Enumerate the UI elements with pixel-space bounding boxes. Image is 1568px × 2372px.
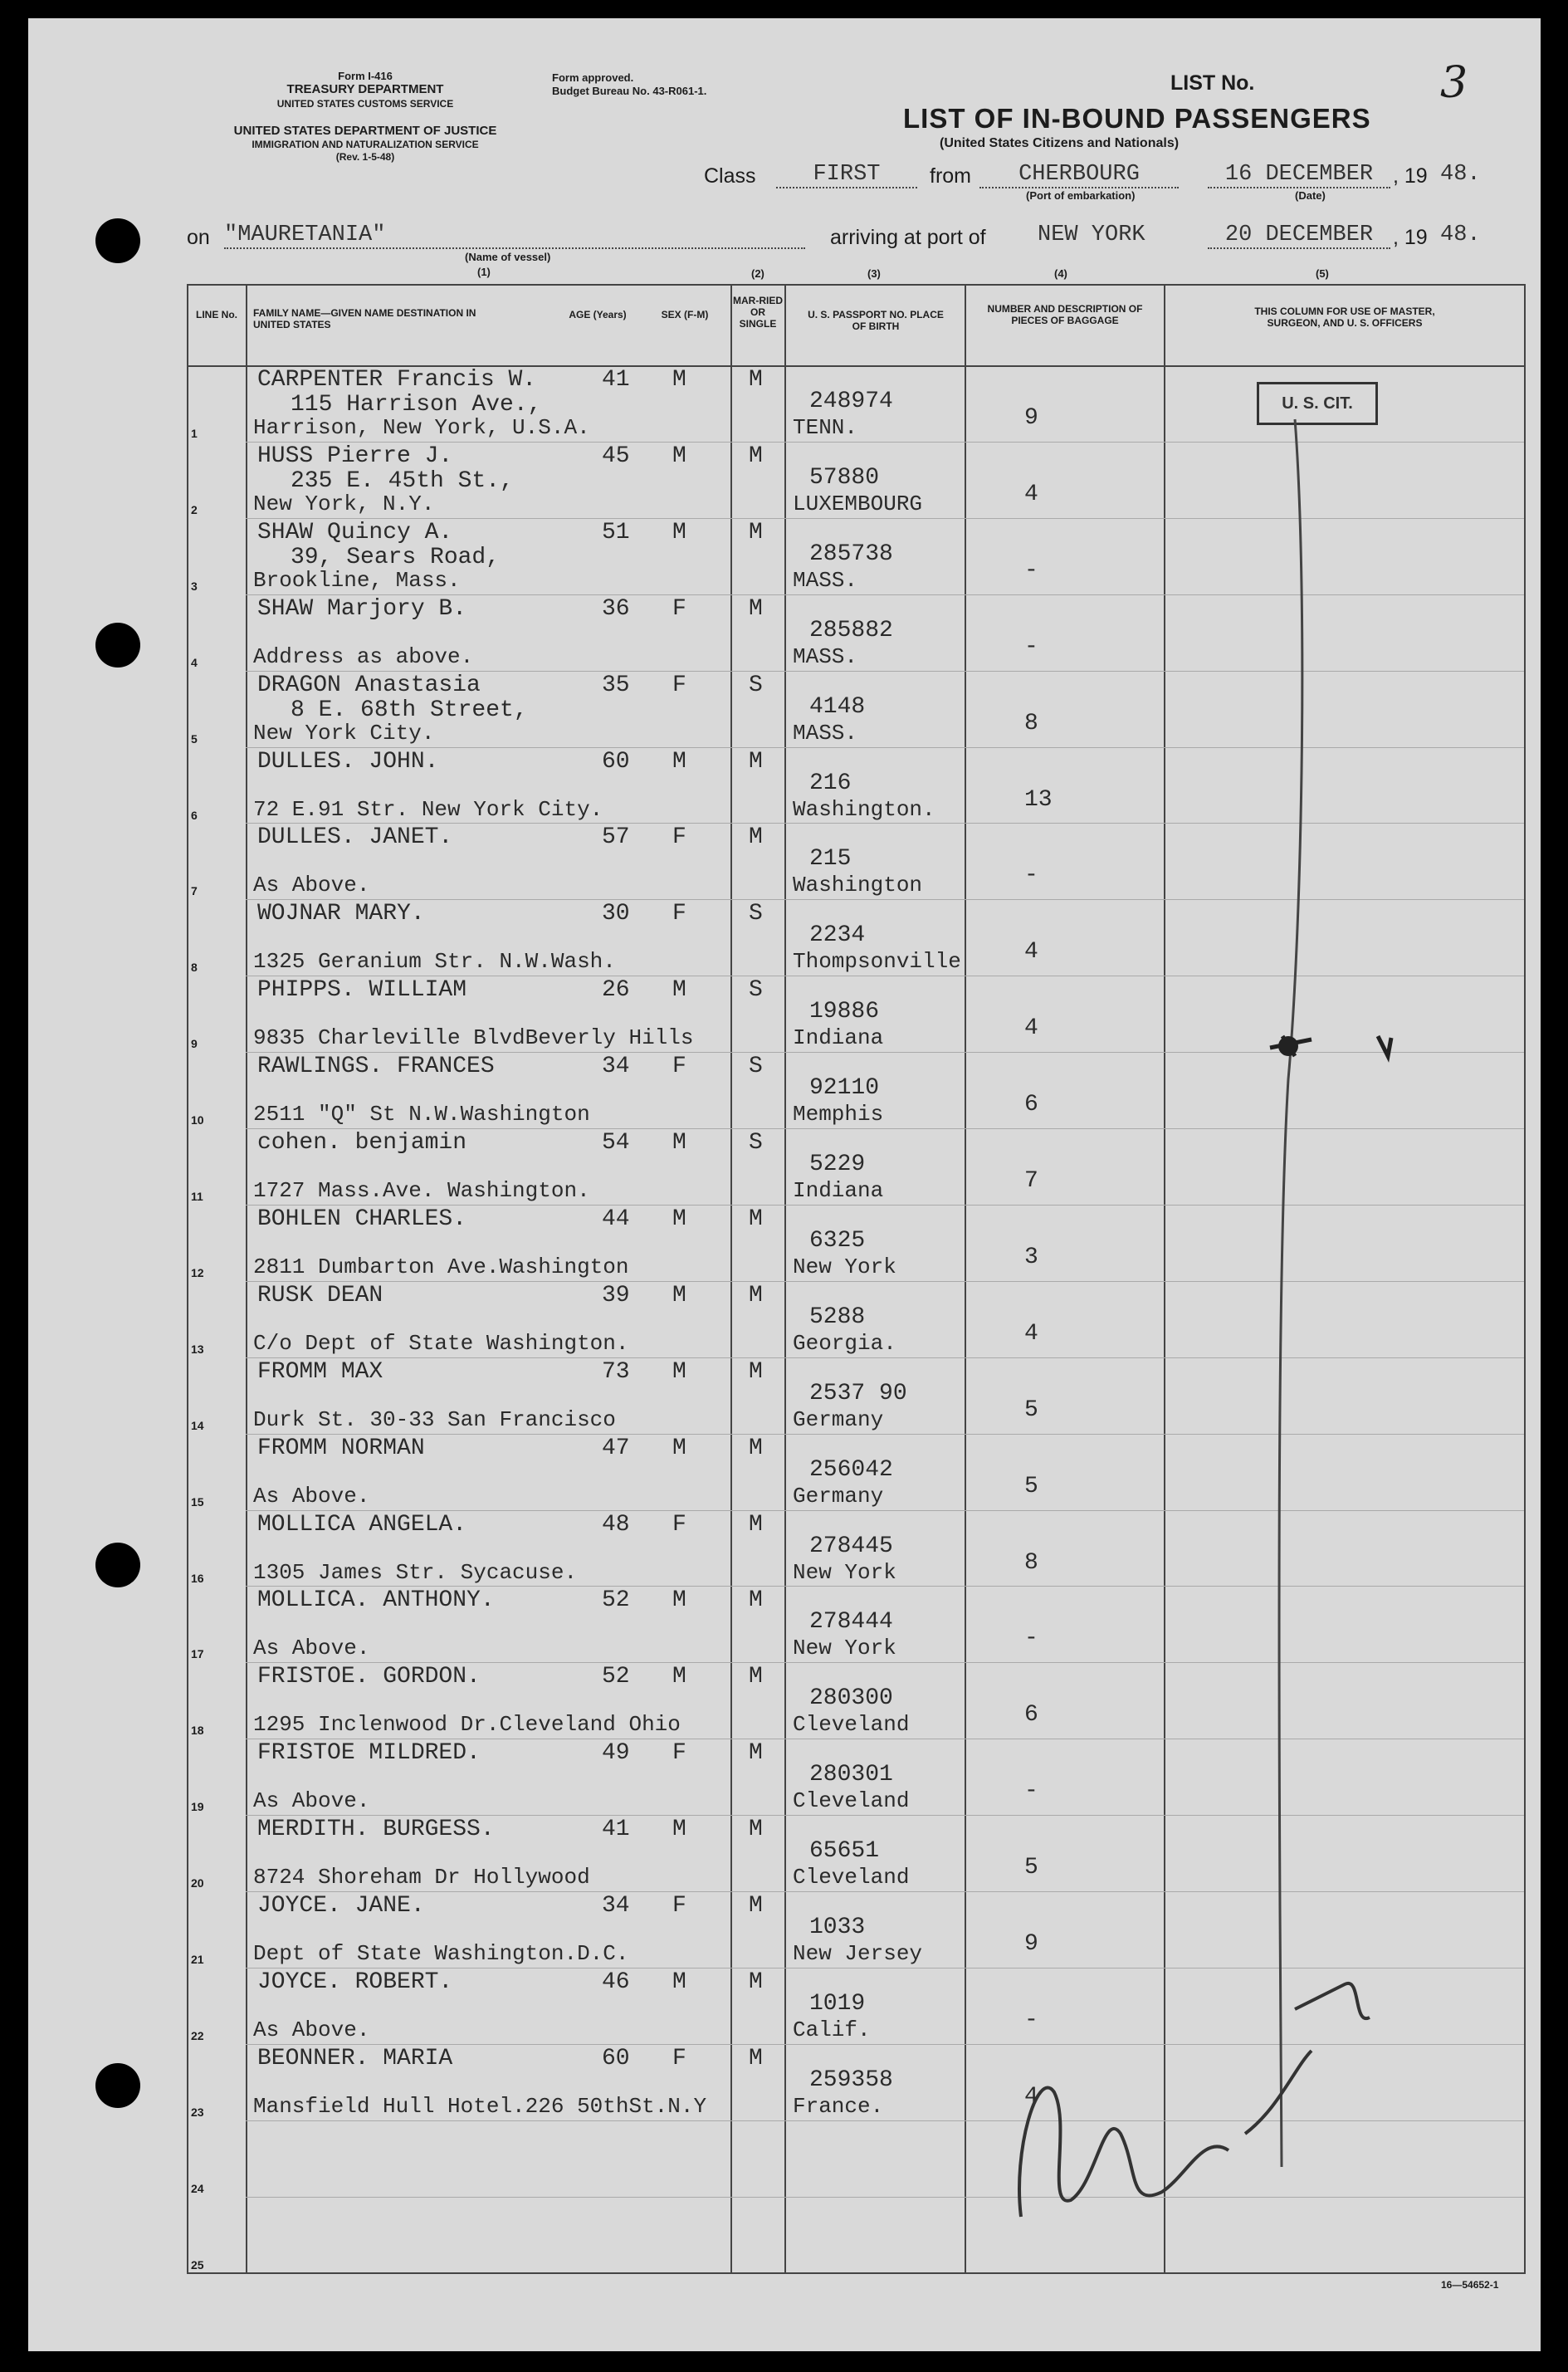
passenger-sex: M [672,1206,686,1232]
baggage-count: 4 [1024,481,1038,507]
form-number: Form I-416 [338,70,393,82]
marital-status: M [749,1282,763,1308]
baggage-count: 4 [1024,939,1038,966]
passenger-sex: F [672,2045,686,2071]
passport-number: 280300 [809,1685,893,1712]
punch-hole [95,623,140,668]
marital-status: M [749,1664,763,1690]
baggage-count: 8 [1024,1549,1038,1576]
baggage-count: 6 [1024,1702,1038,1729]
passenger-sex: M [672,1358,686,1385]
passenger-name: cohen. benjamin [257,1130,467,1156]
row-number: 3 [191,579,198,593]
passenger-name: SHAW Marjory B. [257,595,467,622]
marital-status: M [749,1893,763,1919]
passport-number: 278445 [809,1533,893,1559]
address-line-2: Brookline, Mass. [253,567,461,593]
row-number: 19 [191,1800,204,1814]
customs-label: UNITED STATES CUSTOMS SERVICE [276,98,454,110]
year-prefix-1: , 19 [1393,164,1428,188]
baggage-count: 4 [1024,1320,1038,1347]
row-number: 21 [191,1953,204,1966]
passport-number: 215 [809,846,852,873]
passport-number: 19886 [809,999,880,1025]
passenger-name: BEONNER. MARIA [257,2045,453,2071]
col-num-5: (5) [1316,267,1329,280]
col-header-sex: SEX (F-M) [661,309,709,320]
passenger-sex: M [672,1435,686,1461]
address-line-2: 1325 Geranium Str. N.W.Wash. [253,949,616,975]
passenger-name: SHAW Quincy A. [257,519,453,545]
passenger-name: PHIPPS. WILLIAM [257,977,467,1004]
passenger-age: 73 [602,1358,630,1385]
passport-number: 285882 [809,617,893,643]
passenger-name: FROMM MAX [257,1358,383,1385]
passenger-age: 60 [602,2045,630,2071]
passenger-age: 54 [602,1130,630,1156]
passport-number: 5288 [809,1303,866,1330]
passenger-age: 47 [602,1435,630,1461]
address-line-2: As Above. [253,873,370,898]
marital-status: S [749,901,763,927]
col-header-passport: U. S. PASSPORT NO. PLACE OF BIRTH [808,309,944,332]
address-line-2: New York City. [253,720,435,746]
row-number: 13 [191,1342,204,1356]
marital-status: M [749,519,763,545]
passport-number: 5229 [809,1152,866,1177]
passenger-sex: F [672,595,686,622]
table-bottom-border [187,2272,1524,2274]
place-of-birth: Washington [793,873,923,898]
place-of-birth: New York [793,1254,896,1279]
address-line-2: C/o Dept of State Washington. [253,1330,629,1356]
passenger-sex: M [672,1664,686,1690]
passenger-age: 46 [602,1969,630,1995]
baggage-count: 4 [1024,1015,1038,1042]
passport-number: 278444 [809,1609,893,1636]
passenger-name: MERDITH. BURGESS. [257,1817,495,1843]
passenger-age: 36 [602,595,630,622]
baggage-count: 5 [1024,1855,1038,1881]
baggage-count: 9 [1024,1931,1038,1957]
address-line-1: 39, Sears Road, [291,544,501,570]
row-number: 9 [191,1037,198,1051]
passenger-age: 41 [602,367,630,393]
passenger-age: 41 [602,1817,630,1843]
marital-status: M [749,1740,763,1767]
col-header-officers: THIS COLUMN FOR USE OF MASTER, SURGEON, AND U. S. OFFICERS [1254,306,1435,329]
passenger-age: 57 [602,824,630,851]
place-of-birth: Germany [793,1406,884,1432]
officer-signature [996,1943,1378,2242]
place-of-birth: France. [793,2093,884,2119]
marital-status: M [749,1587,763,1614]
officer-check-line [1229,415,1395,2200]
row-number: 24 [191,2181,204,2195]
place-of-birth: Washington. [793,796,935,822]
row-number: 15 [191,1494,204,1509]
list-no-label: LIST No. [1170,71,1255,95]
baggage-count: - [1024,1626,1038,1652]
rev-label: (Rev. 1-5-48) [335,151,395,163]
passport-number: 92110 [809,1075,880,1102]
passenger-age: 35 [602,672,630,698]
place-of-birth: Indiana [793,1178,884,1203]
marital-status: M [749,748,763,775]
passenger-name: HUSS Pierre J. [257,443,453,469]
baggage-count: 8 [1024,710,1038,736]
passenger-name: FRISTOE. GORDON. [257,1664,481,1690]
baggage-count: - [1024,863,1038,889]
passenger-sex: M [672,1587,686,1614]
vessel-caption: (Name of vessel) [465,251,551,263]
passenger-sex: M [672,977,686,1004]
marital-status: M [749,1511,763,1538]
passenger-age: 34 [602,1054,630,1080]
passport-number: 248974 [809,389,893,414]
marital-status: M [749,2045,763,2071]
place-of-birth: New York [793,1559,896,1585]
passenger-name: MOLLICA ANGELA. [257,1511,467,1538]
col-header-married: MAR-RIED OR SINGLE [733,295,783,330]
place-of-birth: LUXEMBOURG [793,491,923,516]
arriving-label: arriving at port of [830,226,986,249]
embark-year: 48. [1440,162,1481,187]
marital-status: M [749,1435,763,1461]
passenger-name: RUSK DEAN [257,1282,383,1308]
baggage-count: 5 [1024,1396,1038,1423]
row-number: 18 [191,1724,204,1738]
address-line-1: 8 E. 68th Street, [291,697,528,723]
address-line-2: As Above. [253,2017,370,2042]
address-line-2: As Above. [253,1636,370,1661]
passenger-age: 44 [602,1206,630,1232]
vessel-name: "MAURETANIA" [224,223,805,249]
us-citizen-stamp: U. S. CIT. [1257,382,1378,425]
marital-status: M [749,1969,763,1995]
row-number: 12 [191,1265,204,1279]
budget-bureau: Budget Bureau No. 43-R061-1. [552,85,707,97]
place-of-birth: New York [793,1636,896,1661]
punch-hole [95,2063,140,2108]
passport-number: 256042 [809,1456,893,1483]
passenger-sex: M [672,1130,686,1156]
from-label: from [930,164,971,188]
baggage-count: 4 [1024,2083,1038,2110]
vessel-caption-num: (1) [477,266,491,278]
place-of-birth: Calif. [793,2017,871,2042]
col-num-2: (2) [751,267,764,280]
col-divider [730,284,732,2274]
address-line-2: Harrison, New York, U.S.A. [253,415,590,440]
address-line-2: Dept of State Washington.D.C. [253,1941,629,1966]
address-line-2: 1727 Mass.Ave. Washington. [253,1178,590,1203]
passenger-age: 26 [602,977,630,1004]
address-line-2: 1295 Inclenwood Dr.Cleveland Ohio [253,1712,681,1738]
passport-number: 259358 [809,2066,893,2093]
row-number: 14 [191,1418,204,1432]
document-title: LIST OF IN-BOUND PASSENGERS [903,103,1371,134]
passport-number: 2234 [809,922,866,949]
baggage-count: - [1024,2007,1038,2033]
punch-hole [95,218,140,263]
col-header-baggage: NUMBER AND DESCRIPTION OF PIECES OF BAGGAGE [987,303,1143,326]
passenger-name: JOYCE. JANE. [257,1893,425,1919]
passport-number: 65651 [809,1838,880,1865]
col-header-line-no: LINE No. [196,309,237,320]
passenger-age: 45 [602,443,630,469]
address-line-2: As Above. [253,1788,370,1814]
row-number: 5 [191,731,198,746]
list-number: 3 [1440,58,1468,108]
date-caption: (Date) [1295,189,1326,202]
passport-number: 280301 [809,1762,893,1788]
marital-status: M [749,1358,763,1385]
passenger-sex: F [672,824,686,851]
row-number: 8 [191,961,198,975]
marital-status: M [749,1817,763,1843]
form-approved: Form approved. [552,71,634,84]
passenger-age: 34 [602,1893,630,1919]
passport-number: 4148 [809,693,866,720]
place-of-birth: TENN. [793,415,858,440]
place-of-birth: Georgia. [793,1330,896,1356]
col-header-age: AGE (Years) [569,309,627,320]
row-number: 11 [191,1190,203,1203]
baggage-count: 5 [1024,1473,1038,1499]
row-number: 23 [191,2105,204,2119]
address-line-2: Mansfield Hull Hotel.226 50thSt.N.Y [253,2093,707,2119]
on-label: on [187,226,210,249]
marital-status: M [749,367,763,393]
passenger-name: DULLES. JOHN. [257,748,439,775]
col-divider [965,284,966,2274]
place-of-birth: New Jersey [793,1941,923,1966]
document-subtitle: (United States Citizens and Nationals) [940,136,1180,150]
place-of-birth: Thompsonville [793,949,961,975]
year-prefix-2: , 19 [1393,226,1428,249]
embark-port: CHERBOURG [979,162,1179,188]
arrival-date: 20 DECEMBER [1208,223,1390,249]
passenger-name: CARPENTER Francis W. [257,367,537,393]
passenger-name: FRISTOE MILDRED. [257,1740,481,1767]
marital-status: S [749,672,763,698]
passenger-sex: M [672,519,686,545]
passenger-name: WOJNAR MARY. [257,901,425,927]
row-number: 25 [191,2257,204,2272]
row-number: 17 [191,1647,204,1661]
place-of-birth: Cleveland [793,1865,910,1890]
passenger-name: JOYCE. ROBERT. [257,1969,453,1995]
passenger-name: MOLLICA. ANTHONY. [257,1587,495,1614]
table-right-border [1524,284,1526,2274]
marital-status: M [749,824,763,851]
row-number: 20 [191,1876,204,1890]
passenger-age: 51 [602,519,630,545]
class-value: FIRST [776,162,917,188]
punch-hole [95,1543,140,1587]
address-line-2: 2811 Dumbarton Ave.Washington [253,1254,629,1279]
place-of-birth: MASS. [793,643,858,669]
row-number: 22 [191,2028,204,2042]
place-of-birth: Indiana [793,1025,884,1051]
passenger-age: 39 [602,1282,630,1308]
ins-label: IMMIGRATION AND NATURALIZATION SERVICE [252,139,479,150]
address-line-2: 2511 "Q" St N.W.Washington [253,1102,590,1127]
row-number: 16 [191,1571,204,1585]
baggage-count: - [1024,557,1038,584]
baggage-count: 13 [1024,786,1053,813]
address-line-2: 8724 Shoreham Dr Hollywood [253,1865,590,1890]
passenger-age: 60 [602,748,630,775]
marital-status: S [749,1054,763,1080]
address-line-2: As Above. [253,1483,370,1509]
passenger-sex: F [672,1054,686,1080]
embark-date: 16 DECEMBER [1208,162,1390,188]
col-num-4: (4) [1054,267,1067,280]
footer-code: 16—54652-1 [1441,2279,1499,2291]
place-of-birth: Memphis [793,1102,884,1127]
address-line-1: 115 Harrison Ave., [291,392,542,418]
address-line-2: 9835 Charleville BlvdBeverly Hills [253,1025,694,1051]
row-number: 4 [191,655,198,669]
row-number: 10 [191,1113,204,1127]
place-of-birth: MASS. [793,567,858,593]
passenger-sex: F [672,1893,686,1919]
passenger-sex: M [672,1282,686,1308]
ink-blot [1245,1021,1411,1071]
baggage-count: 9 [1024,405,1038,431]
justice-label: UNITED STATES DEPARTMENT OF JUSTICE [233,124,497,138]
marital-status: S [749,1130,763,1156]
address-line-1: 235 E. 45th St., [291,467,514,494]
passenger-sex: F [672,672,686,698]
passenger-name: RAWLINGS. FRANCES [257,1054,495,1080]
marital-status: M [749,443,763,469]
address-line-2: Durk St. 30-33 San Francisco [253,1406,616,1432]
passenger-name: FROMM NORMAN [257,1435,425,1461]
marital-status: S [749,977,763,1004]
col-num-3: (3) [867,267,881,280]
address-line-2: New York, N.Y. [253,491,435,516]
passenger-sex: M [672,748,686,775]
passenger-sex: M [672,367,686,393]
address-line-2: Address as above. [253,643,474,669]
baggage-count: - [1024,633,1038,660]
passenger-sex: M [672,443,686,469]
baggage-count: 6 [1024,1092,1038,1118]
arrival-port: NEW YORK [1038,223,1145,247]
table-top-border [187,284,1524,286]
passenger-sex: F [672,1511,686,1538]
treasury-label: TREASURY DEPARTMENT [286,82,444,96]
passport-number: 1019 [809,1990,866,2017]
passport-number: 57880 [809,464,880,491]
row-number: 2 [191,502,198,516]
marital-status: M [749,1206,763,1232]
passport-number: 6325 [809,1227,866,1254]
passport-number: 2537 90 [809,1380,907,1406]
passenger-sex: M [672,1817,686,1843]
address-line-2: 72 E.91 Str. New York City. [253,796,603,822]
passenger-name: BOHLEN CHARLES. [257,1206,467,1232]
passenger-age: 52 [602,1664,630,1690]
passport-number: 216 [809,770,852,796]
baggage-count: 3 [1024,1244,1038,1270]
address-line-2: 1305 James Str. Sycacuse. [253,1559,578,1585]
baggage-count: 7 [1024,1168,1038,1194]
place-of-birth: MASS. [793,720,858,746]
marital-status: M [749,595,763,622]
passenger-age: 30 [602,901,630,927]
col-divider [246,284,247,2274]
col-header-name: FAMILY NAME—GIVEN NAME DESTINATION IN UNITED STATES [253,307,476,330]
baggage-count: - [1024,1778,1038,1805]
arrival-year: 48. [1440,223,1481,247]
passenger-name: DULLES. JANET. [257,824,453,851]
port-caption: (Port of embarkation) [1026,189,1136,202]
row-number: 1 [191,427,198,440]
place-of-birth: Cleveland [793,1712,910,1738]
col-divider [784,284,786,2274]
passenger-name: DRAGON Anastasia [257,672,481,698]
passport-number: 1033 [809,1915,866,1940]
table-left-border [187,284,188,2274]
place-of-birth: Cleveland [793,1788,910,1814]
passenger-sex: F [672,1740,686,1767]
class-label: Class [704,164,756,188]
passport-number: 285738 [809,540,893,567]
row-number: 7 [191,884,198,898]
row-number: 6 [191,808,198,822]
place-of-birth: Germany [793,1483,884,1509]
passenger-age: 52 [602,1587,630,1614]
passenger-sex: M [672,1969,686,1995]
passenger-age: 48 [602,1511,630,1538]
passenger-sex: F [672,901,686,927]
passenger-age: 49 [602,1740,630,1767]
